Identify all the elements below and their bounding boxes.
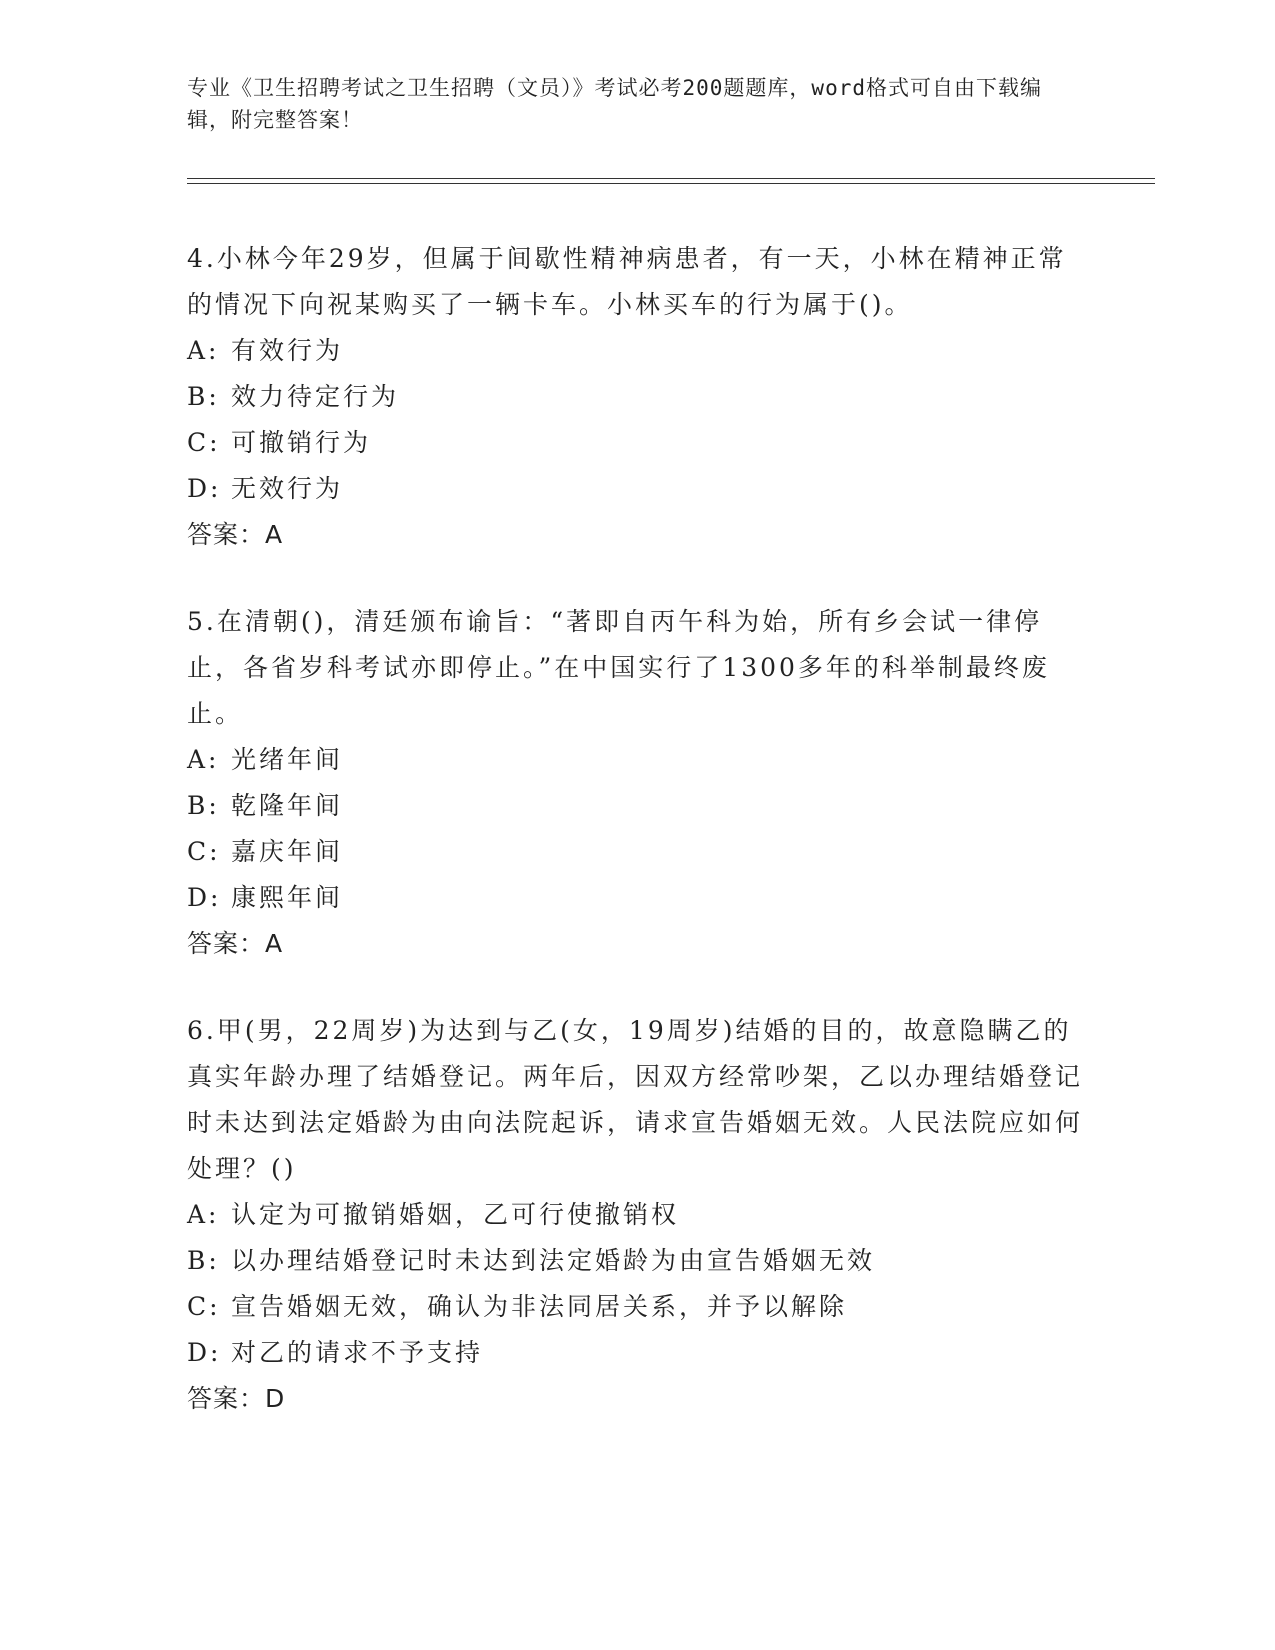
option-key: B: bbox=[187, 382, 220, 411]
option-b bbox=[187, 374, 1087, 420]
header-divider-bottom bbox=[187, 183, 1155, 184]
option-a bbox=[187, 328, 1087, 374]
option-c bbox=[187, 829, 1087, 875]
header-text: 专业《卫生招聘考试之卫生招聘（文员）》考试必考200题题库，word格式可自由下载编辑，附完整答案！ bbox=[187, 76, 1042, 132]
answer-line: 答案：D bbox=[187, 1384, 286, 1413]
question-stem: 6.甲(男，22周岁)为达到与乙(女，19周岁)结婚的目的，故意隐瞒乙的真实年龄办理了结婚登记。两年后，因双方经常吵架，乙以办理结婚登记时未达到法定婚龄为由向法院起诉，请求宣告婚姻无效。人民法院应如何处理？() bbox=[187, 1016, 1084, 1183]
option-text: 以办理结婚登记时未达到法定婚龄为由宣告婚姻无效 bbox=[231, 1246, 876, 1275]
header-divider-top bbox=[187, 178, 1155, 179]
option-c bbox=[187, 1284, 1087, 1330]
option-a bbox=[187, 737, 1087, 783]
answer-line: 答案：A bbox=[187, 929, 284, 958]
option-a bbox=[187, 1192, 1087, 1238]
document-header bbox=[187, 72, 1067, 136]
option-text: 无效行为 bbox=[231, 474, 344, 503]
option-text: 效力待定行为 bbox=[231, 382, 400, 411]
option-key: A: bbox=[187, 745, 220, 774]
question-4 bbox=[187, 236, 1087, 558]
answer-line: 答案：A bbox=[187, 520, 284, 549]
option-d bbox=[187, 466, 1087, 512]
option-text: 有效行为 bbox=[231, 336, 344, 365]
option-d bbox=[187, 875, 1087, 921]
option-c bbox=[187, 420, 1087, 466]
option-text: 可撤销行为 bbox=[231, 428, 372, 457]
option-key: C: bbox=[187, 428, 221, 457]
option-text: 康熙年间 bbox=[231, 883, 344, 912]
option-key: B: bbox=[187, 1246, 220, 1275]
option-text: 宣告婚姻无效，确认为非法同居关系，并予以解除 bbox=[231, 1292, 848, 1321]
question-5 bbox=[187, 599, 1087, 967]
option-text: 乾隆年间 bbox=[231, 791, 344, 820]
option-d bbox=[187, 1330, 1087, 1376]
option-key: C: bbox=[187, 1292, 221, 1321]
option-key: B: bbox=[187, 791, 220, 820]
option-key: C: bbox=[187, 837, 221, 866]
option-key: D: bbox=[187, 474, 222, 503]
option-key: A: bbox=[187, 336, 220, 365]
option-key: D: bbox=[187, 1338, 222, 1367]
question-stem: 5.在清朝()，清廷颁布谕旨：“著即自丙午科为始，所有乡会试一律停止，各省岁科考试亦即停止。”在中国实行了1300多年的科举制最终废止。 bbox=[187, 607, 1050, 728]
option-text: 光绪年间 bbox=[231, 745, 344, 774]
option-key: A: bbox=[187, 1200, 220, 1229]
option-key: D: bbox=[187, 883, 222, 912]
option-b bbox=[187, 783, 1087, 829]
option-b bbox=[187, 1238, 1087, 1284]
option-text: 嘉庆年间 bbox=[231, 837, 344, 866]
option-text: 对乙的请求不予支持 bbox=[231, 1338, 484, 1367]
question-6 bbox=[187, 1008, 1087, 1422]
question-stem: 4.小林今年29岁，但属于间歇性精神病患者，有一天，小林在精神正常的情况下向祝某购买了一辆卡车。小林买车的行为属于()。 bbox=[187, 244, 1067, 319]
option-text: 认定为可撤销婚姻，乙可行使撤销权 bbox=[231, 1200, 680, 1229]
